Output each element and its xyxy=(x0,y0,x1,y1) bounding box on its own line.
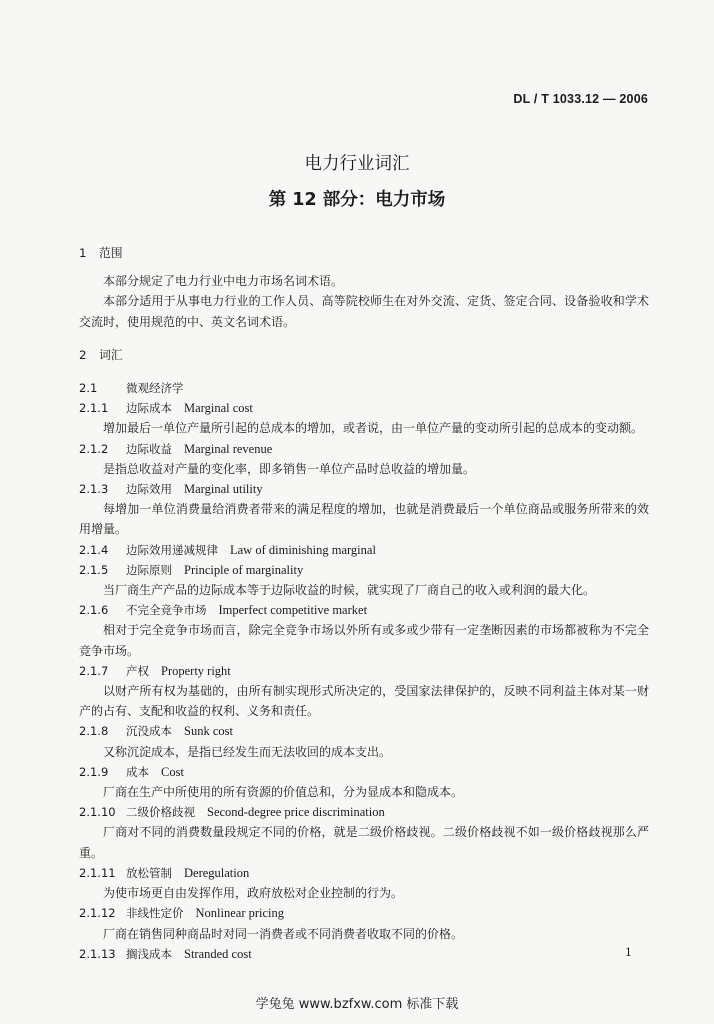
term-definition: 以财产所有权为基础的，由所有制实现形式所决定的，受国家法律保护的，反映不同利益主体对某一财产的占有、支配和收益的权利、义务和责任。 xyxy=(79,684,649,719)
term-english: Second-degree price discrimination xyxy=(207,805,385,820)
scope-paragraph: 本部分适用于从事电力行业的工作人员、高等院校师生在对外交流、定货、签定合同、设备验收和学术交流时，使用规范的中、英文名词术语。 xyxy=(79,294,649,329)
term-entry xyxy=(79,721,649,741)
term-chinese: 成本 xyxy=(126,764,149,779)
term-english: Principle of marginality xyxy=(184,562,304,577)
subsection-number: 2.1 xyxy=(79,381,98,396)
term-entry xyxy=(79,540,649,560)
term-chinese: 不完全竞争市场 xyxy=(126,603,207,618)
term-english: Marginal utility xyxy=(184,482,263,497)
term-definition: 为使市场更自由发挥作用，政府放松对企业控制的行为。 xyxy=(103,886,404,901)
term-number: 2.1.6 xyxy=(79,603,109,618)
term-definition: 增加最后一单位产量所引起的总成本的增加，或者说，由一单位产量的变动所引起的总成本的变动额。 xyxy=(103,421,644,436)
standard-code: DL / T 1033.12 — 2006 xyxy=(513,92,648,106)
term-english: Deregulation xyxy=(184,865,250,880)
term-english: Property right xyxy=(161,663,231,678)
term-entry xyxy=(79,560,649,580)
section-heading-vocabulary xyxy=(79,345,649,365)
term-definition: 相对于完全竞争市场而言，除完全竞争市场以外所有或多或少带有一定垄断因素的市场都被称为不完全竞争市场。 xyxy=(79,623,649,658)
section-heading-scope xyxy=(79,243,649,263)
term-entry xyxy=(79,398,649,418)
term-entry xyxy=(79,863,649,883)
term-entry xyxy=(79,439,649,459)
term-number: 2.1.8 xyxy=(79,724,109,739)
term-entry xyxy=(79,802,649,822)
term-number: 2.1.3 xyxy=(79,482,109,497)
term-number: 2.1.2 xyxy=(79,441,109,456)
term-number: 2.1.10 xyxy=(79,805,116,820)
watermark-text: 学兔兔 www.bzfxw.com 标准下载 xyxy=(255,997,459,1012)
term-english: Law of diminishing marginal xyxy=(230,542,376,557)
term-entry xyxy=(79,944,649,964)
term-definition: 每增加一单位消费量给消费者带来的满足程度的增加，也就是消费最后一个单位商品或服务所带来的效用增量。 xyxy=(79,502,649,537)
term-definition: 厂商在销售同种商品时对同一消费者或不同消费者收取不同的价格。 xyxy=(103,926,464,941)
subsection-heading-microeconomics xyxy=(79,378,649,398)
term-english: Imperfect competitive market xyxy=(218,603,368,618)
document-body xyxy=(79,243,649,964)
term-definition: 是指总收益对产量的变化率，即多销售一单位产品时总收益的增加量。 xyxy=(103,461,476,476)
term-english: Nonlinear pricing xyxy=(195,906,285,921)
document-title: 电力行业词汇 xyxy=(304,154,410,174)
term-chinese: 边际原则 xyxy=(126,562,172,577)
section-title: 词汇 xyxy=(99,347,123,362)
term-english: Marginal cost xyxy=(184,401,253,416)
term-chinese: 搁浅成本 xyxy=(126,946,172,961)
page-number: 1 xyxy=(625,946,632,959)
term-chinese: 边际效用 xyxy=(126,482,172,497)
term-definition: 当厂商生产产品的边际成本等于边际收益的时候，就实现了厂商自己的收入或利润的最大化。 xyxy=(103,583,596,598)
term-number: 2.1.11 xyxy=(79,865,116,880)
term-english: Marginal revenue xyxy=(184,441,273,456)
term-definition: 又称沉淀成本，是指已经发生而无法收回的成本支出。 xyxy=(103,744,392,759)
term-entry xyxy=(79,479,649,499)
term-number: 2.1.13 xyxy=(79,946,116,961)
term-english: Stranded cost xyxy=(184,946,252,961)
term-definition: 厂商在生产中所使用的所有资源的价值总和，分为显成本和隐成本。 xyxy=(103,785,464,800)
term-entry xyxy=(79,762,649,782)
term-number: 2.1.12 xyxy=(79,906,116,921)
section-number: 1 xyxy=(79,246,87,260)
section-number: 2 xyxy=(79,347,87,362)
term-chinese: 产权 xyxy=(126,663,149,678)
term-chinese: 非线性定价 xyxy=(126,906,184,921)
term-number: 2.1.5 xyxy=(79,562,109,577)
term-number: 2.1.7 xyxy=(79,663,109,678)
term-number: 2.1.1 xyxy=(79,401,109,416)
section-title: 范围 xyxy=(99,246,123,260)
term-number: 2.1.9 xyxy=(79,764,109,779)
document-subtitle: 第 12 部分：电力市场 xyxy=(268,190,446,210)
term-entry xyxy=(79,600,649,620)
term-english: Sunk cost xyxy=(184,724,233,739)
subsection-title: 微观经济学 xyxy=(126,381,184,396)
term-chinese: 边际收益 xyxy=(126,441,172,456)
term-chinese: 放松管制 xyxy=(126,865,172,880)
term-number: 2.1.4 xyxy=(79,542,109,557)
scope-paragraph: 本部分规定了电力行业中电力市场名词术语。 xyxy=(103,274,344,289)
term-chinese: 边际成本 xyxy=(126,401,172,416)
term-entry xyxy=(79,903,649,923)
term-list xyxy=(79,398,649,964)
term-english: Cost xyxy=(161,764,184,779)
term-chinese: 二级价格歧视 xyxy=(126,805,195,820)
term-chinese: 边际效用递减规律 xyxy=(126,542,218,557)
term-entry xyxy=(79,661,649,681)
term-chinese: 沉没成本 xyxy=(126,724,172,739)
term-definition: 厂商对不同的消费数量段规定不同的价格，就是二级价格歧视。二级价格歧视不如一级价格歧视那么严重。 xyxy=(79,825,649,860)
